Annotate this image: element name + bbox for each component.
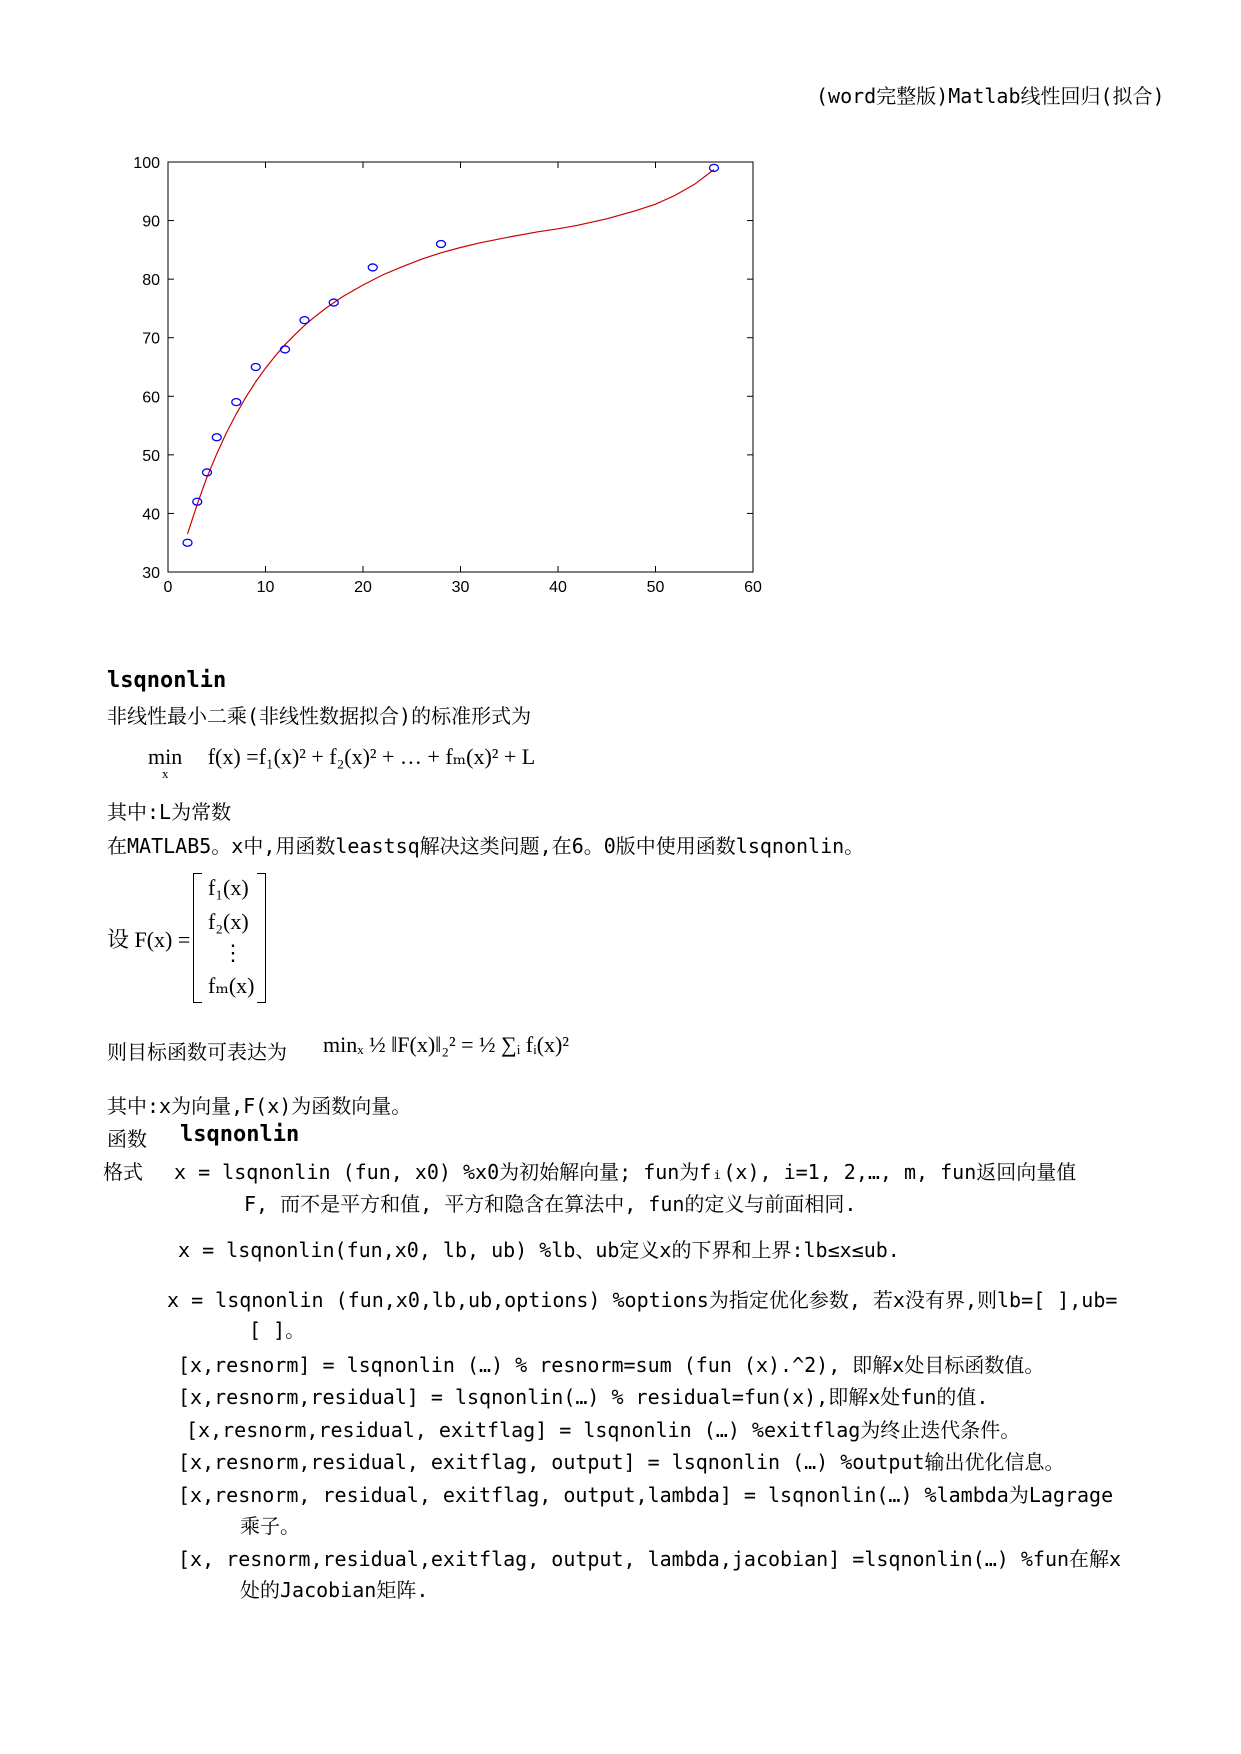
formula-min: min xyxy=(148,744,183,769)
paragraph-objective: 则目标函数可表达为 xyxy=(107,1040,287,1064)
format-line-3: x = lsqnonlin (fun,x0,lb,ub,options) %options为指定优化参数, 若x没有界,则lb=[ ],ub= xyxy=(167,1288,1118,1312)
format-line-7: [x,resnorm,residual, exitflag, output] = lsqnonlin (…) %output输出优化信息。 xyxy=(178,1450,1065,1474)
paragraph-vector-note: 其中:x为向量,F(x)为函数向量。 xyxy=(107,1094,412,1118)
section-title: lsqnonlin xyxy=(107,668,227,693)
format-line-1-cont: F, 而不是平方和值, 平方和隐含在算法中, fun的定义与前面相同. xyxy=(244,1192,857,1216)
function-name: lsqnonlin xyxy=(180,1122,300,1147)
format-line-9-cont: 处的Jacobian矩阵. xyxy=(240,1578,429,1602)
y-tick-label: 60 xyxy=(142,389,160,407)
formula-body: f(x) =f₁(x)² + f₂(x)² + … + fₘ(x)² + L xyxy=(207,744,536,769)
matrix-row-4: fₘ(x) xyxy=(208,973,255,998)
running-title: (word完整版)Matlab线性回归(拟合) xyxy=(816,84,1165,108)
x-tick-label: 60 xyxy=(744,579,762,596)
paragraph-matlab-versions: 在MATLAB5。x中,用函数leastsq解决这类问题,在6。0版中使用函数lsqnonlin。 xyxy=(107,834,865,858)
format-line-2: x = lsqnonlin(fun,x0, lb, ub) %lb、ub定义x的下界和上界:lb≤x≤ub. xyxy=(178,1238,900,1262)
y-tick-label: 90 xyxy=(142,213,160,231)
x-tick-label: 20 xyxy=(354,579,372,596)
chart-axes xyxy=(168,162,753,572)
y-tick-label: 40 xyxy=(142,506,160,524)
formula-objective xyxy=(148,744,536,781)
y-tick-label: 70 xyxy=(142,330,160,348)
matrix-right-bracket xyxy=(257,873,266,1003)
format-line-5: [x,resnorm,residual] = lsqnonlin(…) % residual=fun(x),即解x处fun的值. xyxy=(178,1385,989,1409)
format-line-8-cont: 乘子。 xyxy=(240,1514,300,1538)
y-tick-label: 50 xyxy=(142,447,160,465)
format-line-6: [x,resnorm,residual, exitflag] = lsqnonlin (…) %exitflag为终止迭代条件。 xyxy=(186,1418,1021,1442)
format-line-4: [x,resnorm] = lsqnonlin (…) % resnorm=sum (fun (x).^2), 即解x处目标函数值。 xyxy=(178,1353,1045,1377)
paragraph-constant: 其中:L为常数 xyxy=(107,800,232,824)
format-line-9: [x, resnorm,residual,exitflag, output, lambda,jacobian] =lsqnonlin(…) %fun在解x xyxy=(178,1547,1122,1571)
formula-min-subscript: x xyxy=(162,766,169,781)
matrix-row-3: ⋮ xyxy=(222,940,244,965)
x-tick-label: 30 xyxy=(451,579,470,596)
y-tick-label: 30 xyxy=(142,565,160,582)
format-line-1: x = lsqnonlin (fun, x0) %x0为初始解向量; fun为fᵢ(x), i=1, 2,…, m, fun返回向量值 xyxy=(174,1160,1077,1184)
y-tick-label: 80 xyxy=(142,272,160,290)
x-tick-label: 10 xyxy=(256,579,275,596)
matrix-row-2: f₂(x) xyxy=(208,909,249,934)
function-label: 函数 xyxy=(107,1127,147,1151)
format-line-8: [x,resnorm, residual, exitflag, output,lambda] = lsqnonlin(…) %lambda为Lagrage xyxy=(178,1483,1114,1507)
x-tick-label: 50 xyxy=(646,579,665,596)
y-tick-label: 100 xyxy=(133,155,160,172)
format-label: 格式 xyxy=(103,1160,143,1184)
x-tick-label: 40 xyxy=(549,579,567,596)
formula-norm: minₓ ½ ‖F(x)‖₂² = ½ ∑ᵢ fᵢ(x)² xyxy=(323,1032,569,1057)
matrix-row-1: f₁(x) xyxy=(208,875,249,900)
regression-chart xyxy=(108,150,848,600)
format-line-3-cont: [ ]。 xyxy=(249,1318,306,1342)
plot-frame xyxy=(168,162,753,572)
x-tick-label: 0 xyxy=(163,579,173,596)
matrix-prefix: 设 F(x) = xyxy=(107,927,191,952)
paragraph-standard-form: 非线性最小二乘(非线性数据拟合)的标准形式为 xyxy=(107,704,532,728)
matrix-left-bracket xyxy=(193,873,202,1003)
